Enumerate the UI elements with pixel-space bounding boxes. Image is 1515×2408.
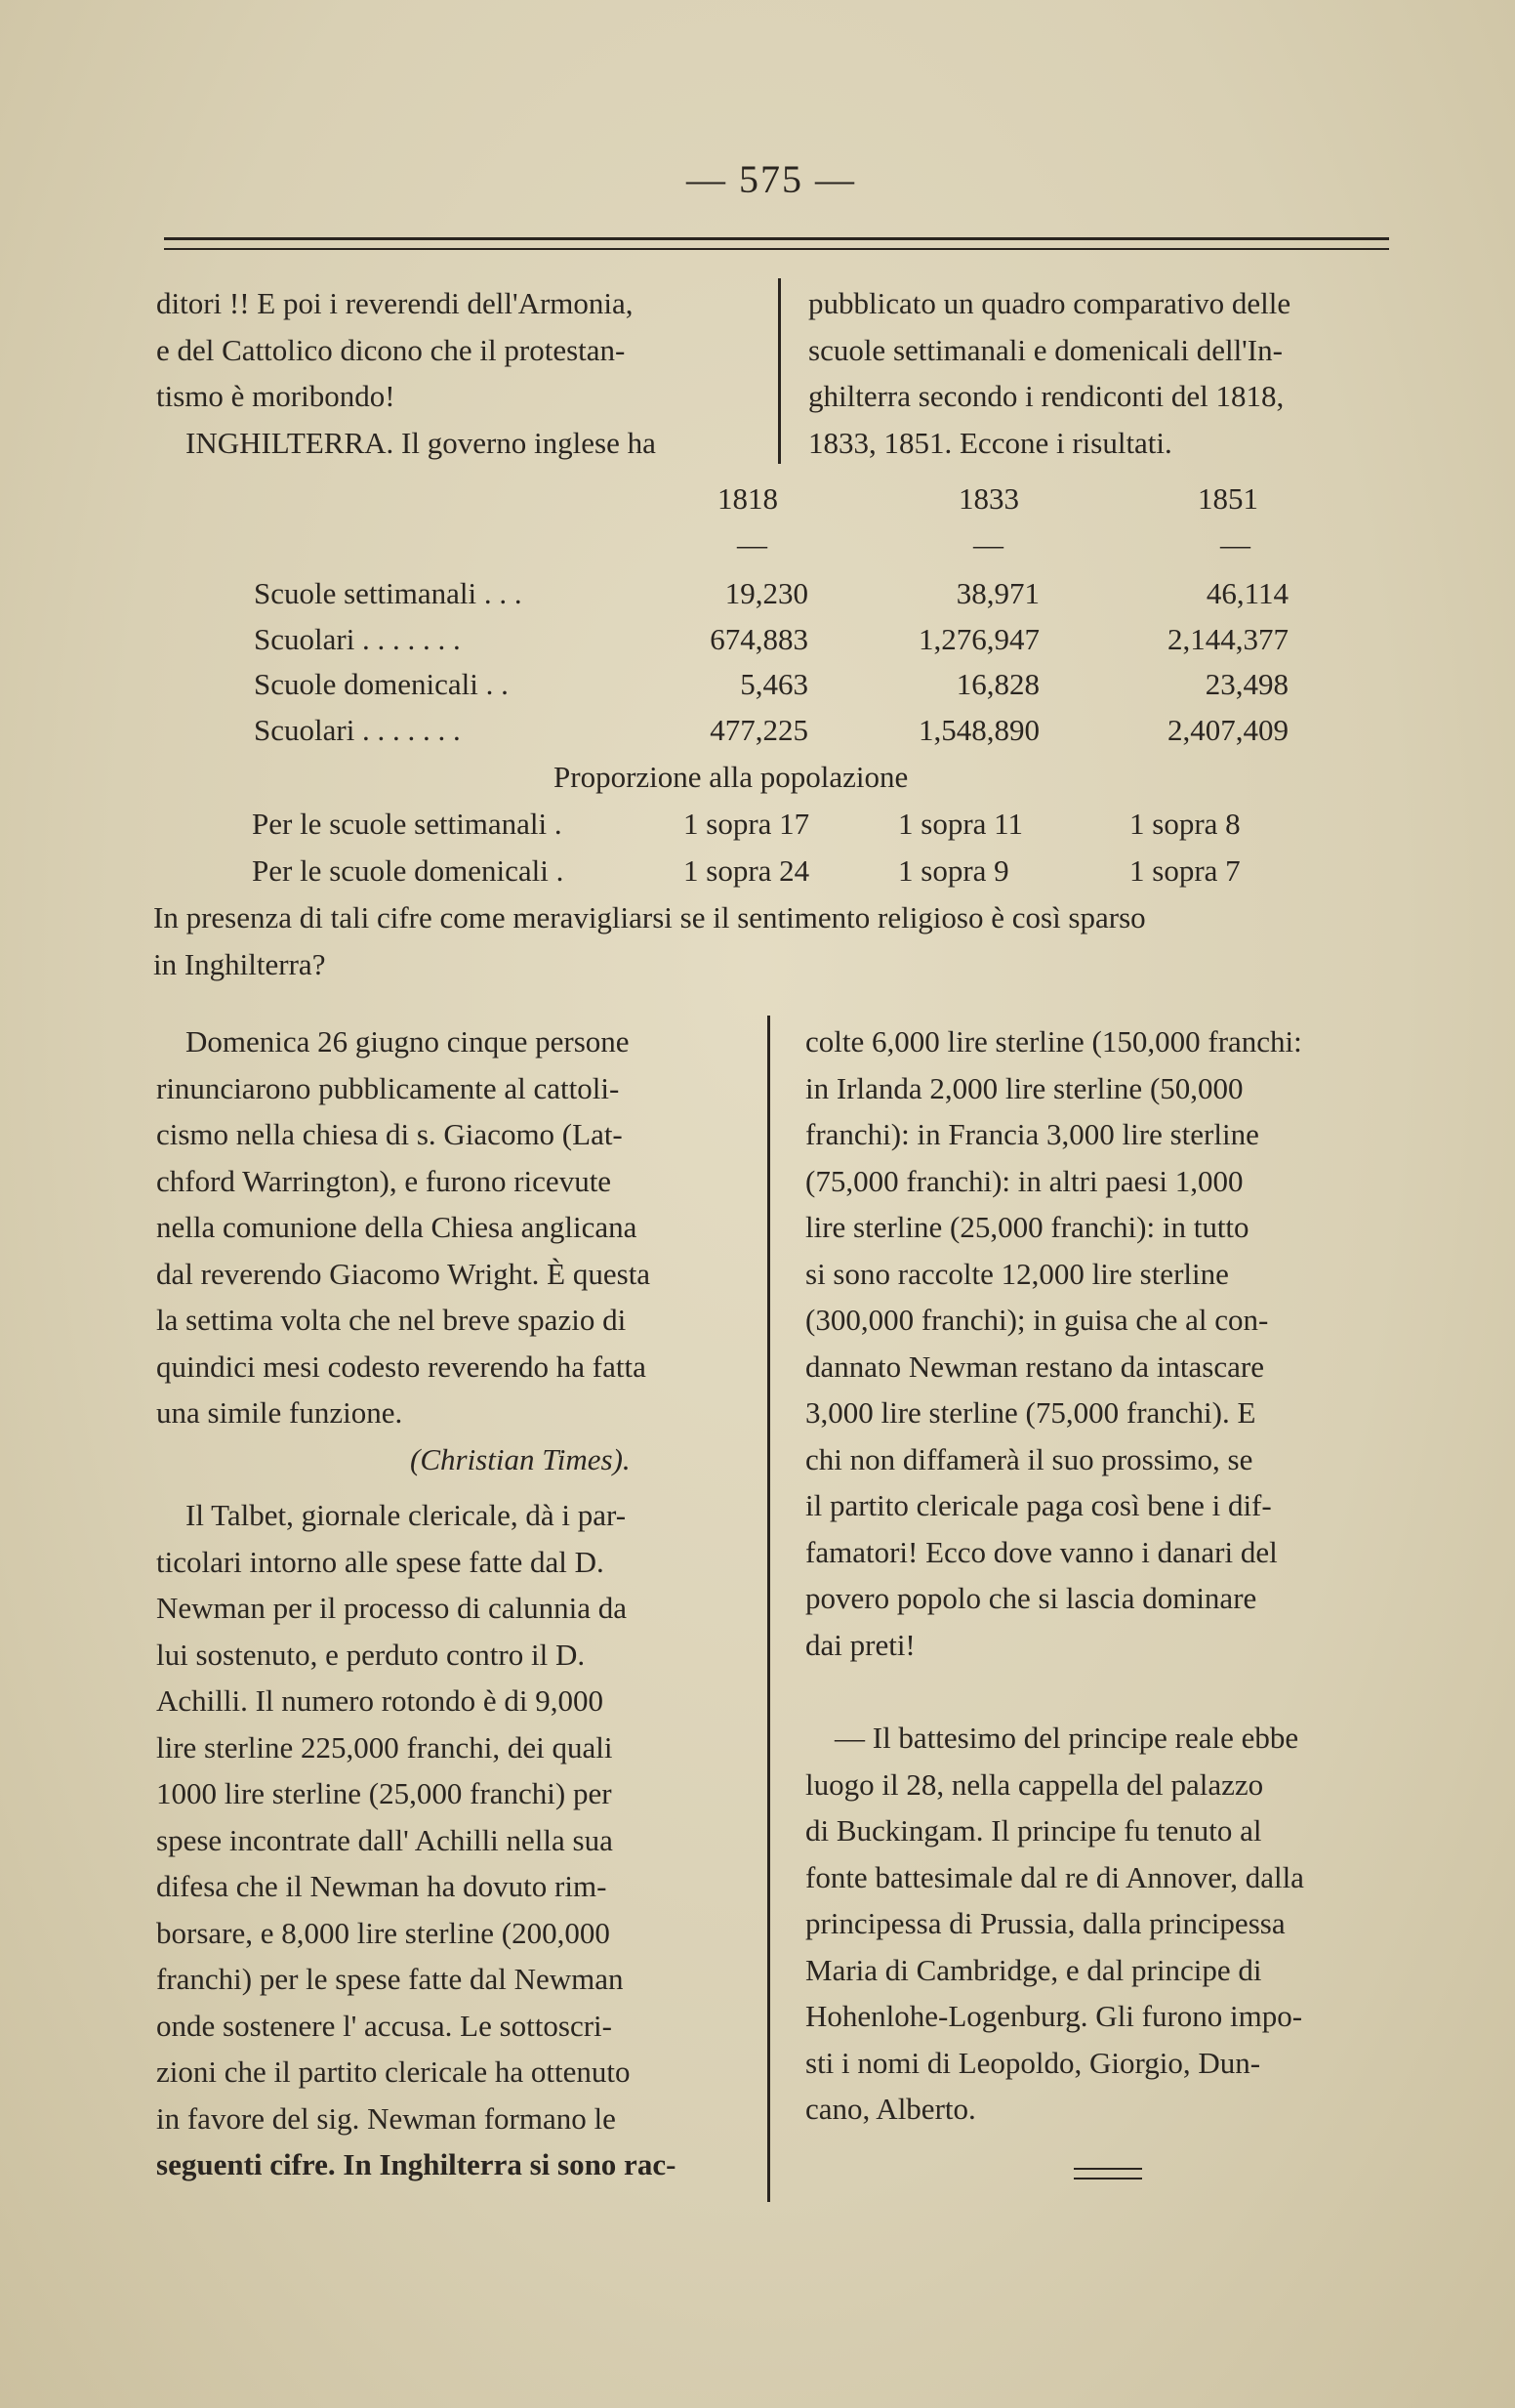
text-line: il partito clericale paga così bene i dif-	[805, 1488, 1272, 1522]
text-line: e del Cattolico dicono che il protestan-	[156, 332, 626, 367]
text-line: spese incontrate dall' Achilli nella sua	[156, 1822, 613, 1857]
table-row	[0, 807, 1367, 851]
text-line: seguenti cifre. In Inghilterra si sono rac-	[156, 2147, 676, 2181]
cell: 1 sopra 11	[898, 807, 1023, 841]
text-line: difesa che il Newman ha dovuto rim-	[156, 1869, 607, 1903]
text-line: cismo nella chiesa di s. Giacomo (Lat-	[156, 1117, 623, 1151]
text-line: sti i nomi di Leopoldo, Giorgio, Dun-	[805, 2045, 1261, 2080]
text-line: — Il battesimo del principe reale ebbe	[835, 1721, 1299, 1755]
text-line: ditori !! E poi i reverendi dell'Armonia,	[156, 286, 634, 320]
year-header: 1833	[959, 481, 1019, 516]
cell: 2,407,409	[1167, 713, 1289, 747]
text-line: Newman per il processo di calunnia da	[156, 1591, 628, 1625]
row-label: Per le scuole settimanali .	[252, 807, 562, 841]
cell: 46,114	[1206, 576, 1289, 610]
closing-line: in Inghilterra?	[153, 947, 326, 981]
text-line: franchi) per le spese fatte dal Newman	[156, 1962, 624, 1996]
text-line: ticolari intorno alle spese fatte dal D.	[156, 1544, 604, 1579]
text-line: di Buckingam. Il principe fu tenuto al	[805, 1813, 1262, 1848]
text-line: Domenica 26 giugno cinque persone	[185, 1024, 630, 1059]
cell: 5,463	[740, 667, 808, 701]
table-row	[0, 713, 1367, 758]
proportion-title: Proporzione alla popolazione	[553, 760, 909, 794]
year-dash: —	[1220, 527, 1250, 561]
text-line: Maria di Cambridge, e dal principe di	[805, 1952, 1262, 1987]
row-label: Scuolari . . . . . . .	[254, 622, 461, 656]
text-line: nella comunione della Chiesa anglicana	[156, 1210, 637, 1244]
column-divider	[767, 1016, 770, 2202]
text-line: luogo il 28, nella cappella del palazzo	[805, 1766, 1264, 1802]
text-line: principessa di Prussia, dalla principessa	[805, 1906, 1286, 1940]
table-row	[0, 622, 1367, 667]
text-line: Il Talbet, giornale clericale, dà i par-	[185, 1498, 627, 1532]
source-citation: (Christian Times).	[410, 1441, 631, 1476]
text-line: lire sterline 225,000 franchi, dei quali	[156, 1729, 613, 1764]
bottom-left-column	[156, 1018, 742, 2188]
year-dash: —	[737, 527, 767, 561]
text-line: dal reverendo Giacomo Wright. È questa	[156, 1256, 651, 1291]
text-line: (75,000 franchi): in altri paesi 1,000	[805, 1163, 1244, 1198]
text-line: la settima volta che nel breve spazio di	[156, 1303, 627, 1337]
text-line: borsare, e 8,000 lire sterline (200,000	[156, 1915, 610, 1950]
year-dash: —	[973, 527, 1003, 561]
text-line: Hohenlohe-Logenburg. Gli furono impo-	[805, 1999, 1303, 2033]
cell: 1,548,890	[919, 713, 1040, 747]
row-label: Per le scuole domenicali .	[252, 853, 564, 888]
year-header: 1851	[1198, 481, 1258, 516]
row-label: Scuole settimanali . . .	[254, 576, 522, 610]
cell: 1 sopra 8	[1129, 807, 1241, 841]
text-line: chi non diffamerà il suo prossimo, se	[805, 1441, 1253, 1476]
cell: 1,276,947	[919, 622, 1040, 656]
row-label: Scuolari . . . . . . .	[254, 713, 461, 747]
text-line: in Irlanda 2,000 lire sterline (50,000	[805, 1070, 1244, 1105]
text-line: scuole settimanali e domenicali dell'In-	[808, 332, 1283, 367]
text-line: franchi): in Francia 3,000 lire sterline	[805, 1117, 1259, 1151]
text-line: zioni che il partito clericale ha ottenuto	[156, 2055, 631, 2089]
cell: 1 sopra 24	[683, 853, 810, 888]
cell: 1 sopra 9	[898, 853, 1009, 888]
text-line: ghilterra secondo i rendiconti del 1818,	[808, 379, 1285, 413]
text-line: 1833, 1851. Eccone i risultati.	[808, 425, 1172, 460]
text-line: lui sostenuto, e perduto contro il D.	[156, 1637, 586, 1672]
cell: 2,144,377	[1167, 622, 1289, 656]
text-line: quindici mesi codesto reverendo ha fatta	[156, 1349, 646, 1384]
cell: 38,971	[956, 576, 1040, 610]
year-header: 1818	[717, 481, 778, 516]
cell: 1 sopra 7	[1129, 853, 1241, 888]
cell: 1 sopra 17	[683, 807, 810, 841]
table-row	[0, 576, 1367, 621]
text-line: tismo è moribondo!	[156, 379, 395, 413]
text-line: 3,000 lire sterline (75,000 franchi). E	[805, 1395, 1256, 1430]
text-line: chford Warrington), e furono ricevute	[156, 1163, 612, 1198]
text-line: dannato Newman restano da intascare	[805, 1349, 1264, 1384]
text-line: una simile funzione.	[156, 1395, 403, 1430]
closing-line: In presenza di tali cifre come meravigliarsi se il sentimento religioso è così sparso	[153, 900, 1146, 934]
text-line: in favore del sig. Newman formano le	[156, 2100, 616, 2136]
text-line: INGHILTERRA. Il governo inglese ha	[185, 425, 656, 460]
text-line: 1000 lire sterline (25,000 franchi) per	[156, 1776, 612, 1810]
page-number: — 575 —	[686, 157, 856, 201]
text-line: cano, Alberto.	[805, 2092, 976, 2126]
text-line: lire sterline (25,000 franchi): in tutto	[805, 1210, 1249, 1244]
text-line: colte 6,000 lire sterline (150,000 franchi:	[805, 1024, 1302, 1059]
text-line: Achilli. Il numero rotondo è di 9,000	[156, 1683, 604, 1718]
table-row	[0, 667, 1367, 712]
text-line: povero popolo che si lascia dominare	[805, 1581, 1257, 1615]
text-line: famatori! Ecco dove vanno i danari del	[805, 1534, 1278, 1569]
text-line: pubblicato un quadro comparativo delle	[808, 286, 1291, 320]
text-line: fonte battesimale dal re di Annover, dalla	[805, 1859, 1304, 1894]
text-line: onde sostenere l' accusa. Le sottoscri-	[156, 2008, 612, 2043]
table-row	[0, 853, 1367, 898]
cell: 674,883	[710, 622, 808, 656]
row-label: Scuole domenicali . .	[254, 667, 509, 701]
cell: 23,498	[1205, 667, 1289, 701]
end-ornament	[1074, 2168, 1142, 2180]
text-line: rinunciarono pubblicamente al cattoli-	[156, 1070, 620, 1105]
cell: 19,230	[724, 576, 808, 610]
cell: 477,225	[710, 713, 808, 747]
text-line: si sono raccolte 12,000 lire sterline	[805, 1256, 1229, 1291]
text-line: dai preti!	[805, 1627, 916, 1662]
bottom-right-column	[805, 1018, 1401, 2133]
cell: 16,828	[956, 667, 1040, 701]
text-line: (300,000 franchi); in guisa che al con-	[805, 1303, 1269, 1337]
